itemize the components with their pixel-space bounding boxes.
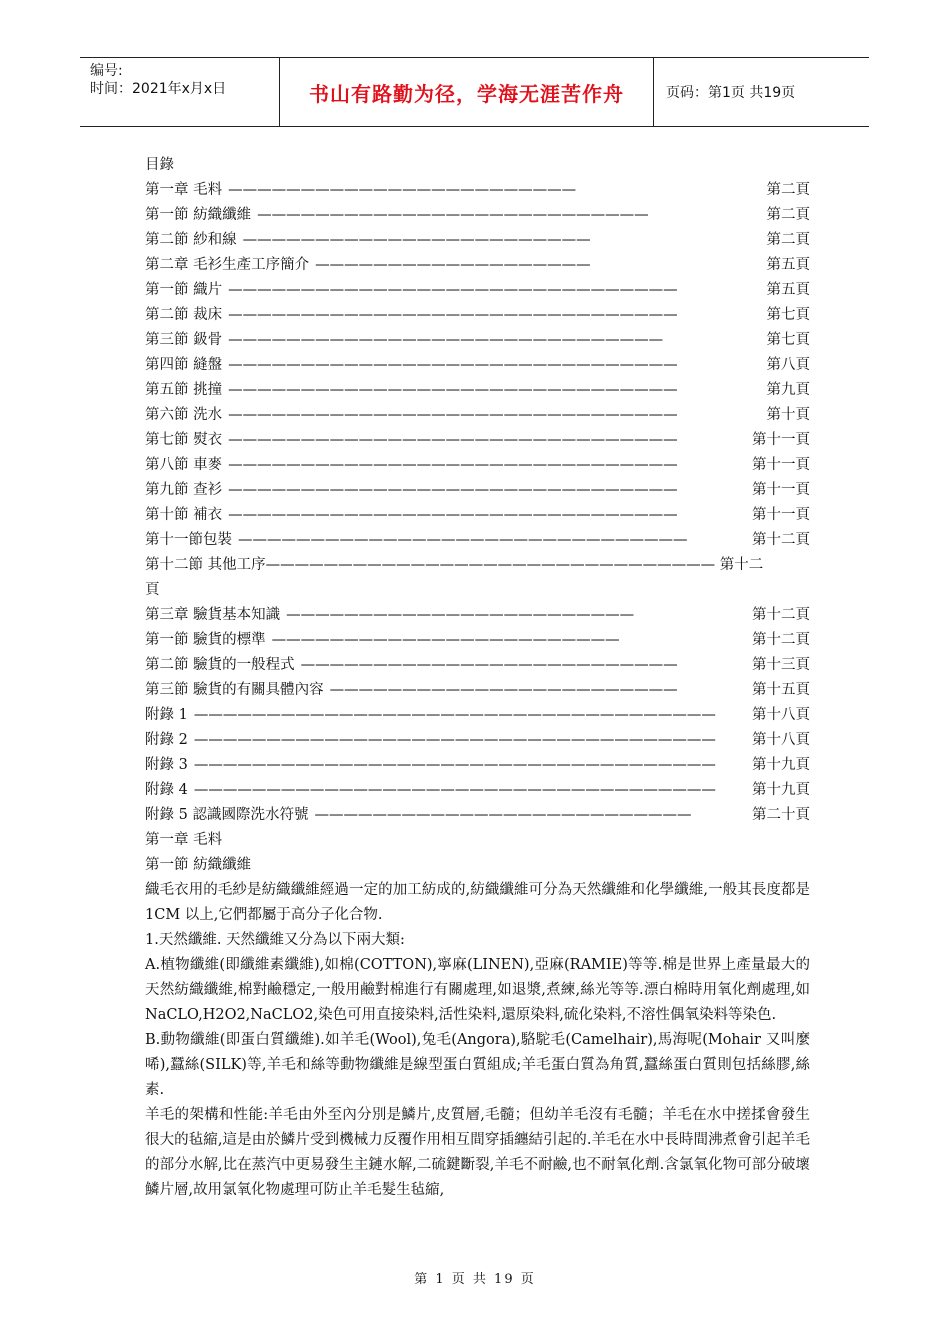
toc-entry-page: 第二十頁 xyxy=(752,807,810,823)
toc-entry xyxy=(145,278,810,303)
toc-entry xyxy=(145,178,810,203)
toc-entry-page: 第十八頁 xyxy=(752,732,810,748)
toc-entry-leader: ———————————————————————————————————— xyxy=(193,782,716,798)
toc-entry-page: 第七頁 xyxy=(766,307,810,323)
toc-list xyxy=(145,178,810,553)
toc-entry-label: 第三章 驗貨基本知識 xyxy=(145,607,281,623)
toc-entry xyxy=(145,753,810,778)
toc-entry-page: 第十九頁 xyxy=(752,782,810,798)
toc-entry-page: 第十一頁 xyxy=(752,507,810,523)
toc-entry xyxy=(145,803,810,828)
toc-entry-page: 第十二頁 xyxy=(752,632,810,648)
toc-entry-leader: ———————————————————————————————————— xyxy=(193,732,716,748)
time-label: 时间：2021年x月x日 xyxy=(90,81,227,97)
toc-entry xyxy=(145,253,810,278)
toc-entry xyxy=(145,228,810,253)
toc-entry-leader: ——————————————————————————— xyxy=(257,207,649,223)
toc-entry-leader: ———————————————————————— xyxy=(271,632,620,648)
toc-entry-leader: ——————————————————————————————— xyxy=(228,507,678,523)
toc-entry-label: 第一節 紡織纖維 xyxy=(145,207,252,223)
toc-entry-leader: —————————————————————————————— xyxy=(228,332,664,348)
toc-entry-label: 第二節 驗貨的一般程式 xyxy=(145,657,295,673)
page-footer: 第 1 页 共 19 页 xyxy=(414,1272,536,1287)
toc-entry-page: 第八頁 xyxy=(766,357,810,373)
page-header xyxy=(80,57,869,127)
toc-entry-label: 第十一節包裝 xyxy=(145,532,232,548)
header-page-label: 页码：第1页 共19页 xyxy=(666,85,796,101)
toc-entry xyxy=(145,303,810,328)
toc-entry-label: 附錄 5 認識國際洗水符號 xyxy=(145,807,309,823)
toc-entry xyxy=(145,403,810,428)
toc-entry xyxy=(145,203,810,228)
toc-entry-leader: ——————————————————————————————— xyxy=(228,407,678,423)
toc-list-continued xyxy=(145,603,810,828)
toc-entry xyxy=(145,378,810,403)
toc-entry-page: 第二頁 xyxy=(766,232,810,248)
toc-entry-label: 第八節 車麥 xyxy=(145,457,223,473)
toc-entry-leader: ——————————————————————————————— xyxy=(228,357,678,373)
toc-entry-page: 第十一頁 xyxy=(752,457,810,473)
toc-entry xyxy=(145,603,810,628)
toc-entry xyxy=(145,478,810,503)
toc-entry-label: 第二節 裁床 xyxy=(145,307,223,323)
toc-entry-label: 第十節 補衣 xyxy=(145,507,223,523)
toc-entry-leader: ———————————————————————— xyxy=(286,607,635,623)
paragraph: 1.天然纖維. 天然纖維又分為以下兩大類: xyxy=(145,932,405,948)
toc-entry-page: 第五頁 xyxy=(766,257,810,273)
toc-entry-leader: ———————————————————————— xyxy=(228,182,577,198)
paragraph: 羊毛的架構和性能:羊毛由外至內分別是鱗片,皮質層,毛髓；但幼羊毛沒有毛髓；羊毛在水中搓揉會發生很大的毡縮,這是由於鱗片受到機械力反覆作用相互間穿插纏結引起的.羊毛在水中長時間沸煮會引起羊毛的部分水解,比在蒸汽中更易發生主鏈水解,二硫鍵斷裂,羊毛不耐鹼,也不耐氧化劑.含氯氧化物可部分破壞鱗片層,故用氯氧化物處理可防止羊毛髮生毡縮, xyxy=(145,1107,810,1198)
toc-entry-label: 第一章 毛料 xyxy=(145,182,223,198)
toc-entry-leader: ——————————————————————————————— xyxy=(228,457,678,473)
toc-entry-label: 第九節 查衫 xyxy=(145,482,223,498)
toc-entry-label: 第三節 鈒骨 xyxy=(145,332,223,348)
toc-entry-page: 第十五頁 xyxy=(752,682,810,698)
toc-entry-page: 第十九頁 xyxy=(752,757,810,773)
toc-entry-label: 第六節 洗水 xyxy=(145,407,223,423)
toc-entry xyxy=(145,628,810,653)
toc-entry-page: 第七頁 xyxy=(766,332,810,348)
toc-entry-leader: ——————————————————————————————— xyxy=(228,282,678,298)
toc-title: 目錄 xyxy=(145,157,174,173)
toc-entry-leader: ——————————————————————————————— xyxy=(228,307,678,323)
toc-entry-leader: ———————————————————————————————————— xyxy=(193,707,716,723)
document-content xyxy=(145,153,810,1203)
toc-entry xyxy=(145,528,810,553)
toc-entry-wrapped-continuation: 頁 xyxy=(145,582,160,598)
toc-entry-label: 附錄 2 xyxy=(145,732,188,748)
toc-entry-label: 第一節 驗貨的標準 xyxy=(145,632,266,648)
toc-entry-wrapped: 第十二節 其他工序——————————————————————————————— 第十二 xyxy=(145,557,764,573)
toc-entry-label: 第二節 紗和線 xyxy=(145,232,237,248)
paragraph: B.動物纖維(即蛋白質纖維).如羊毛(Wool),兔毛(Angora),駱駝毛(Camelhair),馬海呢(Mohair 又叫麼唏),蠶絲(SILK)等,羊毛和絲等動物纖維是線型蛋白質組成;羊毛蛋白質為角質,蠶絲蛋白質則包括絲膠,絲素. xyxy=(145,1032,810,1098)
toc-entry-label: 附錄 4 xyxy=(145,782,188,798)
toc-entry-page: 第十頁 xyxy=(766,407,810,423)
toc-entry xyxy=(145,653,810,678)
paragraph: 織毛衣用的毛紗是紡織纖維經過一定的加工紡成的,紡織纖維可分為天然纖維和化學纖維,一般其長度都是 1CM 以上,它們都屬于高分子化合物. xyxy=(145,882,810,923)
toc-entry-leader: —————————————————————————— xyxy=(300,657,678,673)
toc-entry xyxy=(145,678,810,703)
toc-entry-label: 第三節 驗貨的有關具體內容 xyxy=(145,682,324,698)
toc-entry-label: 附錄 1 xyxy=(145,707,188,723)
header-motto: 书山有路勤为径，学海无涯苦作舟 xyxy=(280,58,654,126)
chapter-heading: 第一章 毛料 xyxy=(145,832,223,848)
toc-entry-page: 第十八頁 xyxy=(752,707,810,723)
toc-entry-leader: ———————————————————————————————————— xyxy=(193,757,716,773)
toc-entry-page: 第二頁 xyxy=(766,207,810,223)
toc-entry xyxy=(145,428,810,453)
toc-entry-page: 第十一頁 xyxy=(752,482,810,498)
toc-entry-page: 第十二頁 xyxy=(752,532,810,548)
header-meta xyxy=(80,58,280,126)
toc-entry-page: 第二頁 xyxy=(766,182,810,198)
toc-entry-page: 第十一頁 xyxy=(752,432,810,448)
toc-entry-leader: ———————————————————————— xyxy=(329,682,678,698)
toc-entry-label: 第二章 毛衫生產工序簡介 xyxy=(145,257,310,273)
toc-entry-page: 第十二頁 xyxy=(752,607,810,623)
toc-entry-label: 附錄 3 xyxy=(145,757,188,773)
number-label: 编号: xyxy=(90,63,123,79)
toc-entry-leader: —————————————————————————— xyxy=(314,807,692,823)
toc-entry-leader: ——————————————————————————————— xyxy=(238,532,688,548)
toc-entry xyxy=(145,778,810,803)
toc-entry-leader: ——————————————————— xyxy=(315,257,591,273)
toc-entry-page: 第十三頁 xyxy=(752,657,810,673)
toc-entry xyxy=(145,353,810,378)
toc-entry-label: 第四節 縫盤 xyxy=(145,357,223,373)
toc-entry-page: 第五頁 xyxy=(766,282,810,298)
toc-entry xyxy=(145,728,810,753)
toc-entry-leader: ——————————————————————————————— xyxy=(228,432,678,448)
toc-entry-label: 第五節 挑撞 xyxy=(145,382,223,398)
section-heading: 第一節 紡織纖維 xyxy=(145,857,252,873)
toc-entry-leader: ——————————————————————————————— xyxy=(228,482,678,498)
toc-entry xyxy=(145,703,810,728)
toc-entry xyxy=(145,453,810,478)
toc-entry-label: 第七節 熨衣 xyxy=(145,432,223,448)
paragraph: A.植物纖維(即纖維素纖維),如棉(COTTON),寧麻(LINEN),亞麻(RAMIE)等等.棉是世界上產量最大的天然紡織纖維,棉對鹼穩定,一般用鹼對棉進行有關處理,如退漿,煮練,絲光等等.漂白棉時用氧化劑處理,如 NaCLO,H2O2,NaCLO2,染色可用直接染料,活性染料,還原染料,硫化染料,不溶性偶氧染料等染色. xyxy=(145,957,810,1023)
toc-entry xyxy=(145,328,810,353)
toc-entry-leader: ———————————————————————— xyxy=(242,232,591,248)
toc-entry-page: 第九頁 xyxy=(766,382,810,398)
toc-entry-label: 第一節 織片 xyxy=(145,282,223,298)
toc-entry xyxy=(145,503,810,528)
toc-entry-leader: ——————————————————————————————— xyxy=(228,382,678,398)
